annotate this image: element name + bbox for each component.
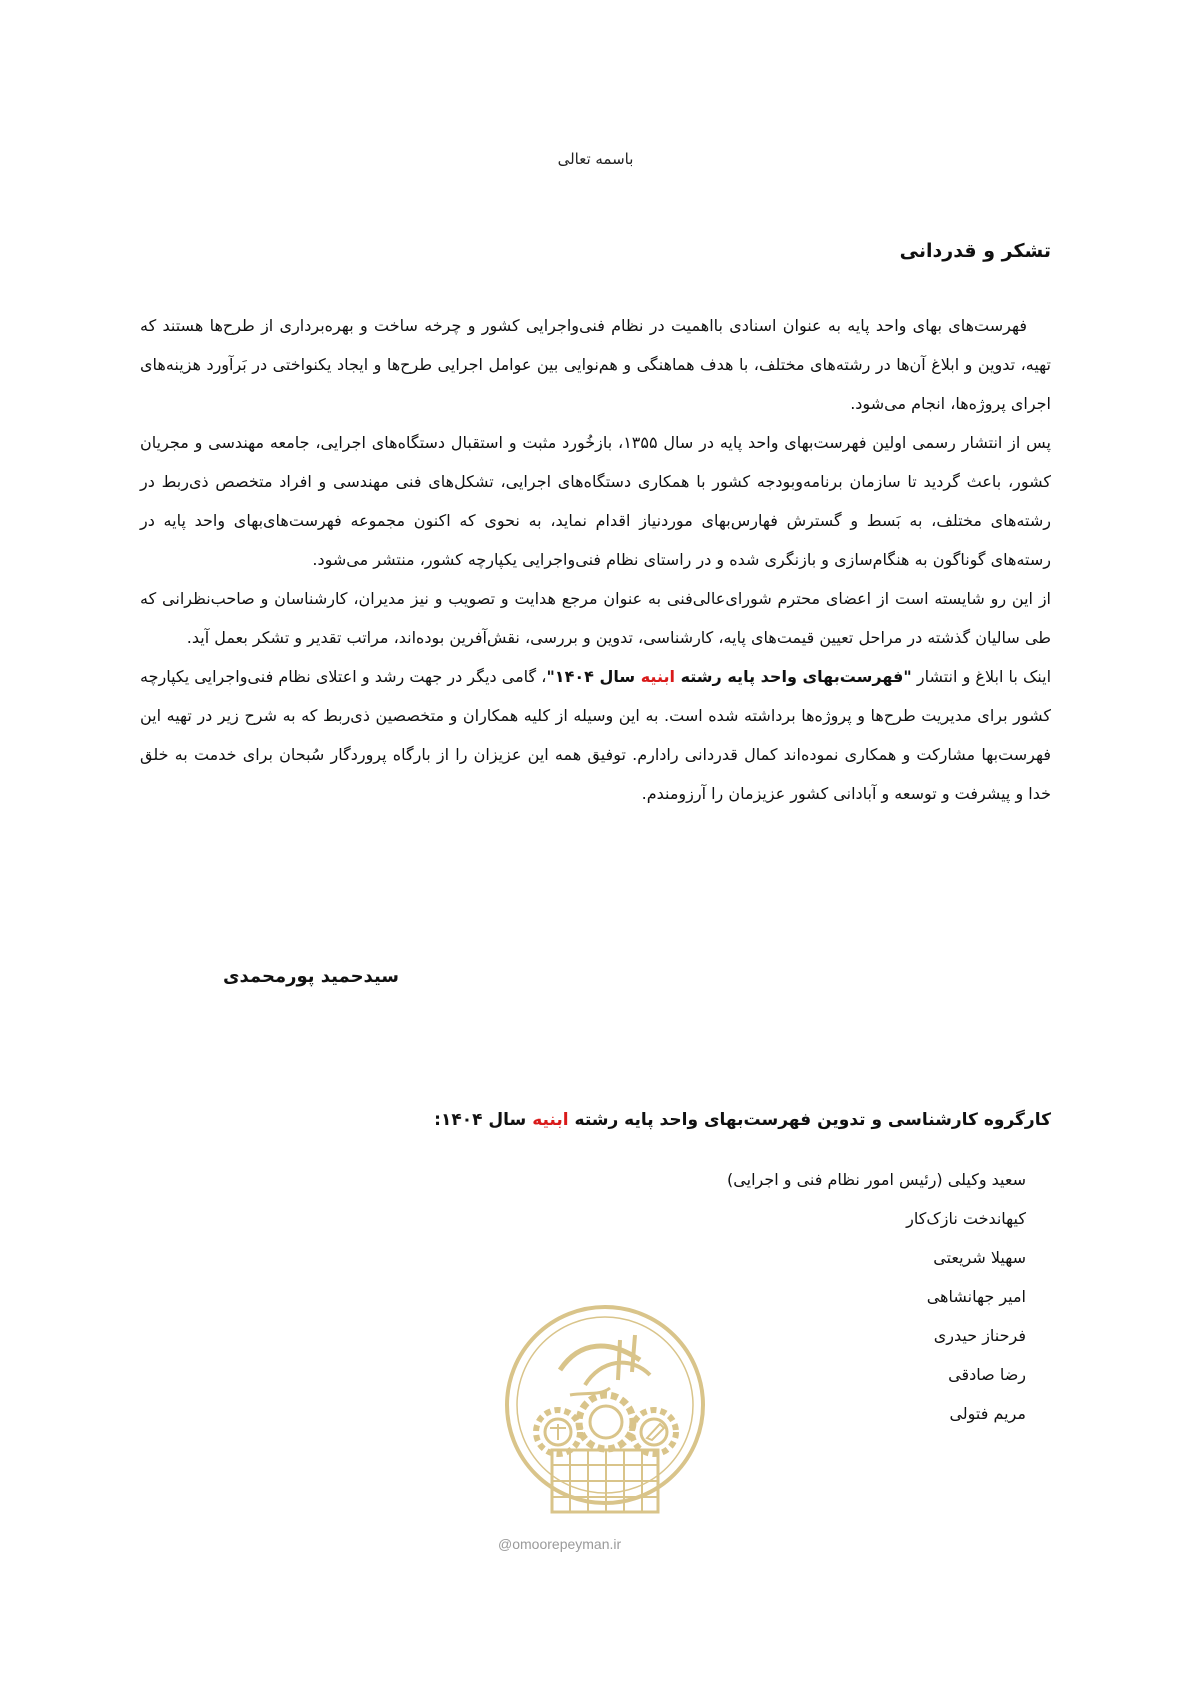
paragraph-4 [140,657,1051,813]
watermark-url-text: omoorepeyman.ir [512,1536,622,1552]
paragraph-3: از این رو شایسته است از اعضای محترم شورای‌عالی‌فنی به عنوان مرجع هدایت و تصویب و نیز مدیران، کارشناسان و صاحب‌نظرانی که طی سالیان گذشته در مراحل تعیین قیمت‌های پایه، کارشناسی، تدوین و بررسی، نقش‌آفرین بوده‌اند، مراتب تقدیر و تشکر بعمل آید. [140,589,1051,647]
signature-name: سیدحمید پورمحمدی [223,966,399,987]
working-group-heading-end: سال ۱۴۰۴: [434,1110,533,1130]
list-item: سهیلا شریعتی [933,1248,1026,1267]
paragraph-4-intro: اینک با ابلاغ و انتشار [911,667,1052,686]
paragraph-2: پس از انتشار رسمی اولین فهرست‌بهای واحد پایه در سال ۱۳۵۵، بازخُورد مثبت و استقبال دستگاه‌های اجرایی، جامعه مهندسی و مجریان کشور، باعث گردید تا سازمان برنامه‌وبودجه کشور با همکاری دستگاه‌های اجرایی، تشکل‌های فنی مهندسی و افراد متخصص ذی‌ربط در رشته‌های مختلف، به بَسط و گسترش فهارس‌بهای موردنیاز اقدام نماید، به نحوی که اکنون مجموعه فهرست‌های‌بهای واحد پایه در رسته‌های گوناگون به هنگام‌سازی و بازنگری شده و در راستای نظام فنی‌واجرایی یکپارچه کشور، منتشر می‌شود. [140,433,1052,569]
list-item: رضا صادقی [948,1365,1026,1384]
list-item: سعید وکیلی (رئیس امور نظام فنی و اجرایی) [727,1170,1026,1189]
working-group-heading-start: کارگروه کارشناسی و تدوین فهرست‌بهای واحد پایه رشته [568,1110,1051,1130]
page-title: تشکر و قدردانی [899,240,1051,262]
paragraph-1: فهرست‌های بهای واحد پایه به عنوان اسنادی بااهمیت در نظام فنی‌واجرایی کشور و چرخه ساخت و بهره‌برداری از طرح‌ها هستند که تهیه، تدوین و ابلاغ آن‌ها در رشته‌های مختلف، با هدف هماهنگی و هم‌نوایی بین عوامل اجرایی طرح‌ها و ایجاد یکنواختی در بَرآورد هزینه‌های اجرای پروژه‌ها، انجام می‌شود. [140,316,1051,413]
member-list [727,1160,1026,1433]
publication-title-start: "فهرست‌بهای واحد پایه رشته [674,667,912,686]
list-item: امیر جهانشاهی [926,1287,1026,1306]
list-item: فرحناز حیدری [933,1326,1026,1345]
omoorepeyman-logo-icon [490,1300,720,1536]
list-item: مریم فتولی [949,1404,1026,1423]
watermark-url [498,1536,621,1552]
paragraph-4-rest: ، گامی دیگر در جهت رشد و اعتلای نظام فنی‌واجرایی یکپارچه کشور برای مدیریت طرح‌ها و پروژه‌ها برداشته شده است. به این وسیله از کلیه همکاران و متخصصین ذی‌ربط که به شرح زیر در تهیه این فهرست‌بها مشارکت و همکاری نموده‌اند کمال قدردانی رادارم. توفیق همه این عزیزان را از بارگاه پروردگار سُبحان برای خدمت به خلق خدا و پیشرفت و توسعه و آبادانی کشور عزیزمان را آرزومندم. [140,667,1051,803]
acknowledgement-body [140,306,1051,813]
invocation-line: باسمه تعالی [557,150,634,168]
publication-title-end: سال ۱۴۰۴" [546,667,641,686]
at-icon: @ [498,1536,513,1552]
publication-title [546,667,911,686]
watermark-logo [490,1300,720,1570]
list-item: کیهاندخت نازک‌کار [906,1209,1026,1228]
working-group-heading [434,1110,1051,1130]
working-group-discipline: ابنیه [532,1110,569,1130]
publication-discipline: ابنیه [640,667,675,686]
